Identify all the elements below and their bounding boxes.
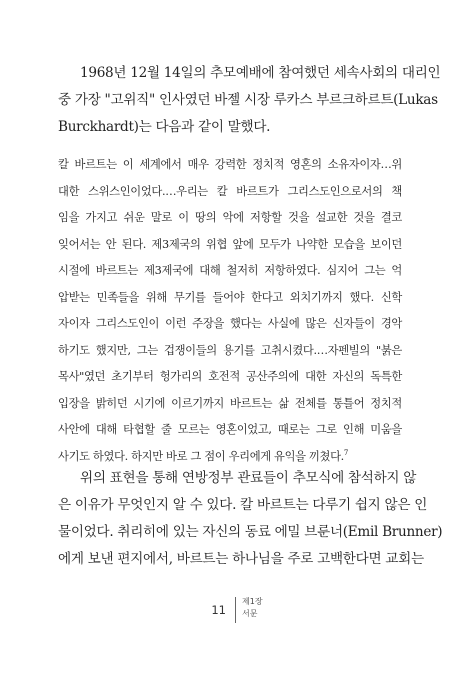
page-footer bbox=[0, 595, 470, 625]
block-quote bbox=[58, 152, 402, 470]
quote-line: 사기도 하였다. 하지만 바로 그 점이 우리에게 유익을 끼쳤다. bbox=[58, 449, 344, 463]
quote-line: 임을 가지고 쉬운 말로 이 땅의 악에 저항할 것을 설교한 것을 결코 bbox=[58, 211, 402, 224]
text-line: 1968년 12월 14일의 추모예배에 참여했던 세속사회의 대리인 bbox=[80, 65, 441, 81]
chapter-title: 서문 bbox=[242, 609, 258, 618]
quote-line: 하기도 했지만, 그는 겁쟁이들의 용기를 고취시켰다.…자펜빌의 "붉은 bbox=[58, 343, 402, 357]
quote-line: 입장을 밝히던 시기에 이르기까지 바르트는 삶 전체를 통틀어 정치적 bbox=[58, 396, 402, 410]
chapter-number: 제1장 bbox=[242, 597, 263, 606]
text-line: 중 가장 "고위직" 인사였던 바젤 시장 루카스 부르크하르트(Lukas bbox=[58, 92, 438, 108]
text-line: Burckhardt)는 다음과 같이 말했다. bbox=[58, 119, 271, 135]
quote-line: 사안에 대해 타협할 줄 모르는 영혼이었고, 때로는 그로 인해 미움을 bbox=[58, 423, 402, 436]
footnote-marker: 7 bbox=[343, 448, 349, 457]
quote-line: 시절에 바르트는 제3제국에 대해 철저히 저항하였다. 심지어 그는 억 bbox=[58, 264, 402, 277]
text-line: 물이었다. 취리히에 있는 자신의 동료 에밀 브룬너(Emil Brunner) bbox=[58, 524, 443, 540]
footer-divider bbox=[235, 597, 236, 623]
text-line: 위의 표현을 통해 연방정부 관료들이 추모식에 참석하지 않 bbox=[80, 470, 417, 486]
quote-line: 압받는 민족들을 위해 무기를 들어야 한다고 외치기까지 했다. 신학 bbox=[58, 290, 402, 304]
body-paragraph bbox=[58, 465, 443, 573]
quote-line: 잊어서는 안 된다. 제3제국의 위협 앞에 모두가 나약한 모습을 보이던 bbox=[58, 237, 402, 251]
quote-line: 목사"였던 초기부터 헝가리의 호전적 공산주의에 대한 자신의 독특한 bbox=[58, 370, 402, 383]
text-line: 은 이유가 무엇인지 알 수 있다. 칼 바르트는 다루기 쉽지 않은 인 bbox=[58, 497, 428, 513]
page-number: 11 bbox=[211, 603, 226, 617]
quote-line: 자이자 그리스도인이 이런 주장을 했다는 사실에 많은 신자들이 경악 bbox=[58, 317, 402, 330]
intro-paragraph bbox=[58, 60, 441, 141]
quote-line: 대한 스위스인이었다.…우리는 칼 바르트가 그리스도인으로서의 책 bbox=[58, 184, 402, 198]
text-line: 에게 보낸 편지에서, 바르트는 하나님을 주로 고백한다면 교회는 bbox=[58, 551, 424, 567]
chapter-label bbox=[242, 596, 263, 620]
quote-line: 칼 바르트는 이 세계에서 매우 강력한 정치적 영혼의 소유자이자…위 bbox=[58, 158, 402, 171]
